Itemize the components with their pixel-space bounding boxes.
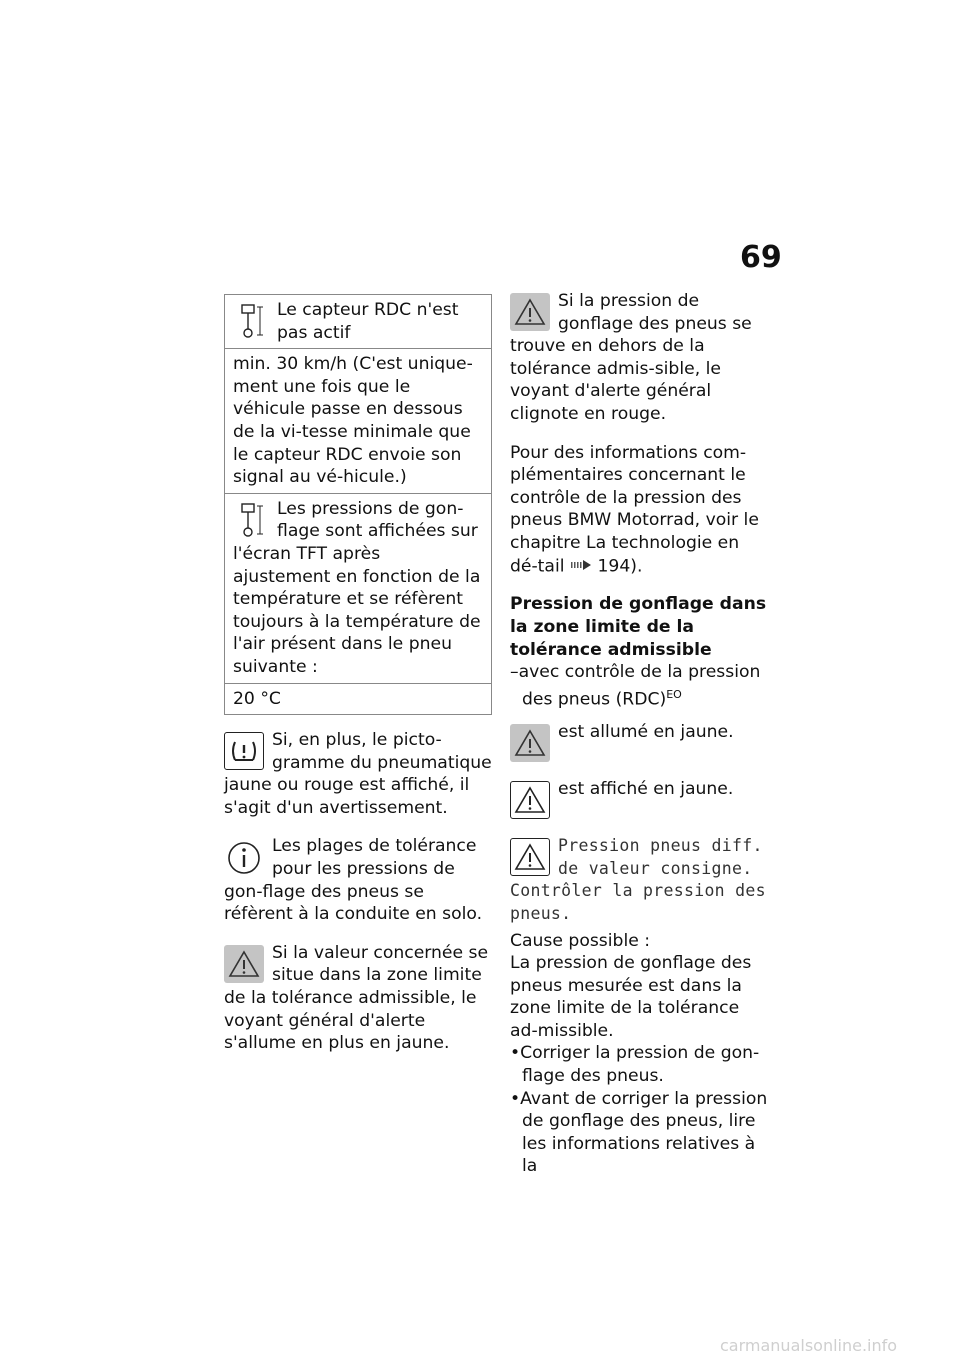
more-info-paragraph	[510, 442, 772, 578]
watermark: carmanualsonline.info	[720, 1336, 898, 1355]
shown-yellow-line	[510, 778, 772, 819]
paragraph-text: Si la valeur concernée se situe dans la zone limite de la tolérance admissible, le voyant général d'alerte s'allume en plus en jaune.	[224, 942, 489, 1054]
display-message: Pression pneus diff. de valeur consigne. Contrôler la pression des pneus.	[510, 836, 766, 923]
page-number: 69	[740, 240, 782, 275]
cause-text: La pression de gonflage des pneus mesurée est dans la zone limite de la tolérance ad-missible.	[510, 953, 752, 1041]
tire-pressure-icon	[224, 732, 264, 770]
cause-label: Cause possible :	[510, 930, 651, 951]
display-message-block	[510, 835, 772, 925]
table-row	[225, 493, 491, 683]
paragraph-text: Si, en plus, le picto-gramme du pneumatique jaune ou rouge est affiché, il s'agit d'un avertissement.	[224, 730, 492, 818]
option-superscript: EO	[666, 687, 682, 701]
table-row	[225, 348, 491, 493]
warning-paragraph	[510, 290, 772, 426]
info-paragraph	[224, 835, 492, 925]
paragraph-text: est affiché en jaune.	[558, 779, 734, 800]
warning-triangle-outline-icon	[510, 781, 550, 819]
page-reference[interactable]: 194).	[597, 555, 643, 576]
warning-triangle-outline-icon	[510, 838, 550, 876]
list-item: •Corriger la pression de gon-flage des pneus.	[510, 1043, 760, 1087]
paragraph-text: Si la pression de gonflage des pneus se trouve en dehors de la tolérance admis-sible, le voyant d'alerte général clignote en rouge.	[510, 291, 752, 424]
warning-triangle-icon	[510, 724, 550, 762]
info-icon	[224, 838, 264, 878]
left-column	[224, 294, 492, 1071]
table-cell-text: min. 30 km/h (C'est unique-ment une fois que le véhicule passe en dessous de la vi-tesse minimale que le capteur RDC envoie son signal au vé-hicule.)	[233, 354, 473, 488]
paragraph-text: Les plages de tolérance pour les pressions de gon-flage des pneus se réfèrent à la conduite en solo.	[224, 836, 483, 925]
list-item: •Avant de corriger la pression de gonflage des pneus, lire les informations relatives à la	[510, 1088, 768, 1177]
table-cell-text: Le capteur RDC n'est pas actif	[277, 300, 459, 343]
dash-item-text: –avec contrôle de la pression des pneus (RDC)	[510, 662, 761, 710]
tpms-paragraph	[224, 729, 492, 819]
right-column	[510, 290, 772, 1178]
table-row	[225, 683, 491, 715]
section-heading: Pression de gonflage dans la zone limite de la tolérance admissible	[510, 594, 767, 660]
table-row	[225, 295, 491, 348]
paragraph-text	[510, 442, 772, 578]
sensor-icon	[233, 501, 269, 541]
paragraph-text: est allumé en jaune.	[558, 722, 734, 743]
warning-triangle-icon	[224, 945, 264, 983]
table-cell-text: Les pressions de gon-flage sont affichées sur l'écran TFT après ajustement en fonction de la température et se réfèrent toujours à la température de l'air présent dans le pneu suivante :	[233, 498, 481, 677]
lit-yellow-line	[510, 721, 772, 762]
arrow-icon[interactable]	[570, 555, 592, 578]
tolerance-table	[224, 294, 492, 715]
sensor-icon	[233, 302, 269, 342]
warning-triangle-icon	[510, 293, 550, 331]
table-cell-text: 20 °C	[233, 688, 281, 709]
warning-paragraph	[224, 942, 492, 1055]
paragraph-body: Pour des informations com-plémentaires concernant le contrôle de la pression des pneus BMW Motorrad, voir le chapitre La technologie en dé-tail	[510, 442, 759, 576]
dash-item	[510, 661, 772, 711]
